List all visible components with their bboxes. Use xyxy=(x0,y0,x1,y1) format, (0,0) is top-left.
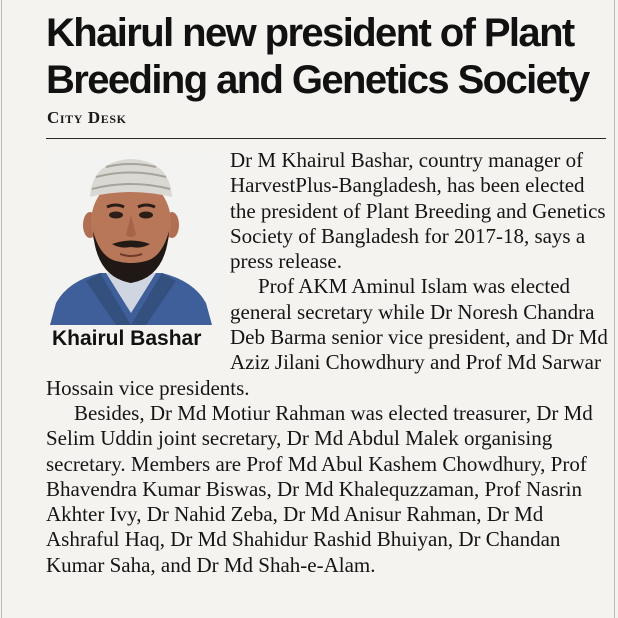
eye-left xyxy=(109,212,123,219)
portrait-illustration xyxy=(46,153,216,325)
portrait-photo xyxy=(46,153,216,325)
photo-caption: Khairul Bashar xyxy=(52,327,202,350)
divider-rule xyxy=(46,138,606,139)
headline: Khairul new president of Plant Breeding and Genetics Society xyxy=(46,11,589,102)
paragraph-1: Dr M Khairul Bashar, country manager of HarvestPlus-Bangladesh, has been elected the president of Plant Breeding and Genetics Society of Bangladesh for 2017-18, says a press release. xyxy=(230,148,606,274)
paragraph-2: Prof AKM Aminul Islam was elected general secretary while Dr Noresh Chandra Deb Barma senior vice president, and Dr Md Aziz Jilani Chowdhury and Prof Md Sarwar Hossain vice presidents. xyxy=(46,274,608,400)
byline: City Desk xyxy=(47,108,127,127)
eye-right xyxy=(139,212,153,219)
paragraph-3: Besides, Dr Md Motiur Rahman was elected treasurer, Dr Md Selim Uddin joint secretary, Dr Md Abdul Malek organising secretary. Members are Prof Md Abul Kashem Chowdhury, Prof Bhavendra Kumar Biswas, Dr Md Khalequzzaman, Prof Nasrin Akhter Ivy, Dr Nahid Zeba, Dr Md Anisur Rahman, Dr Md Ashraful Haq, Dr Md Shahidur Rashid Bhuiyan, Dr Chandan Kumar Saha, and Dr Md Shah-e-Alam. xyxy=(46,400,593,577)
